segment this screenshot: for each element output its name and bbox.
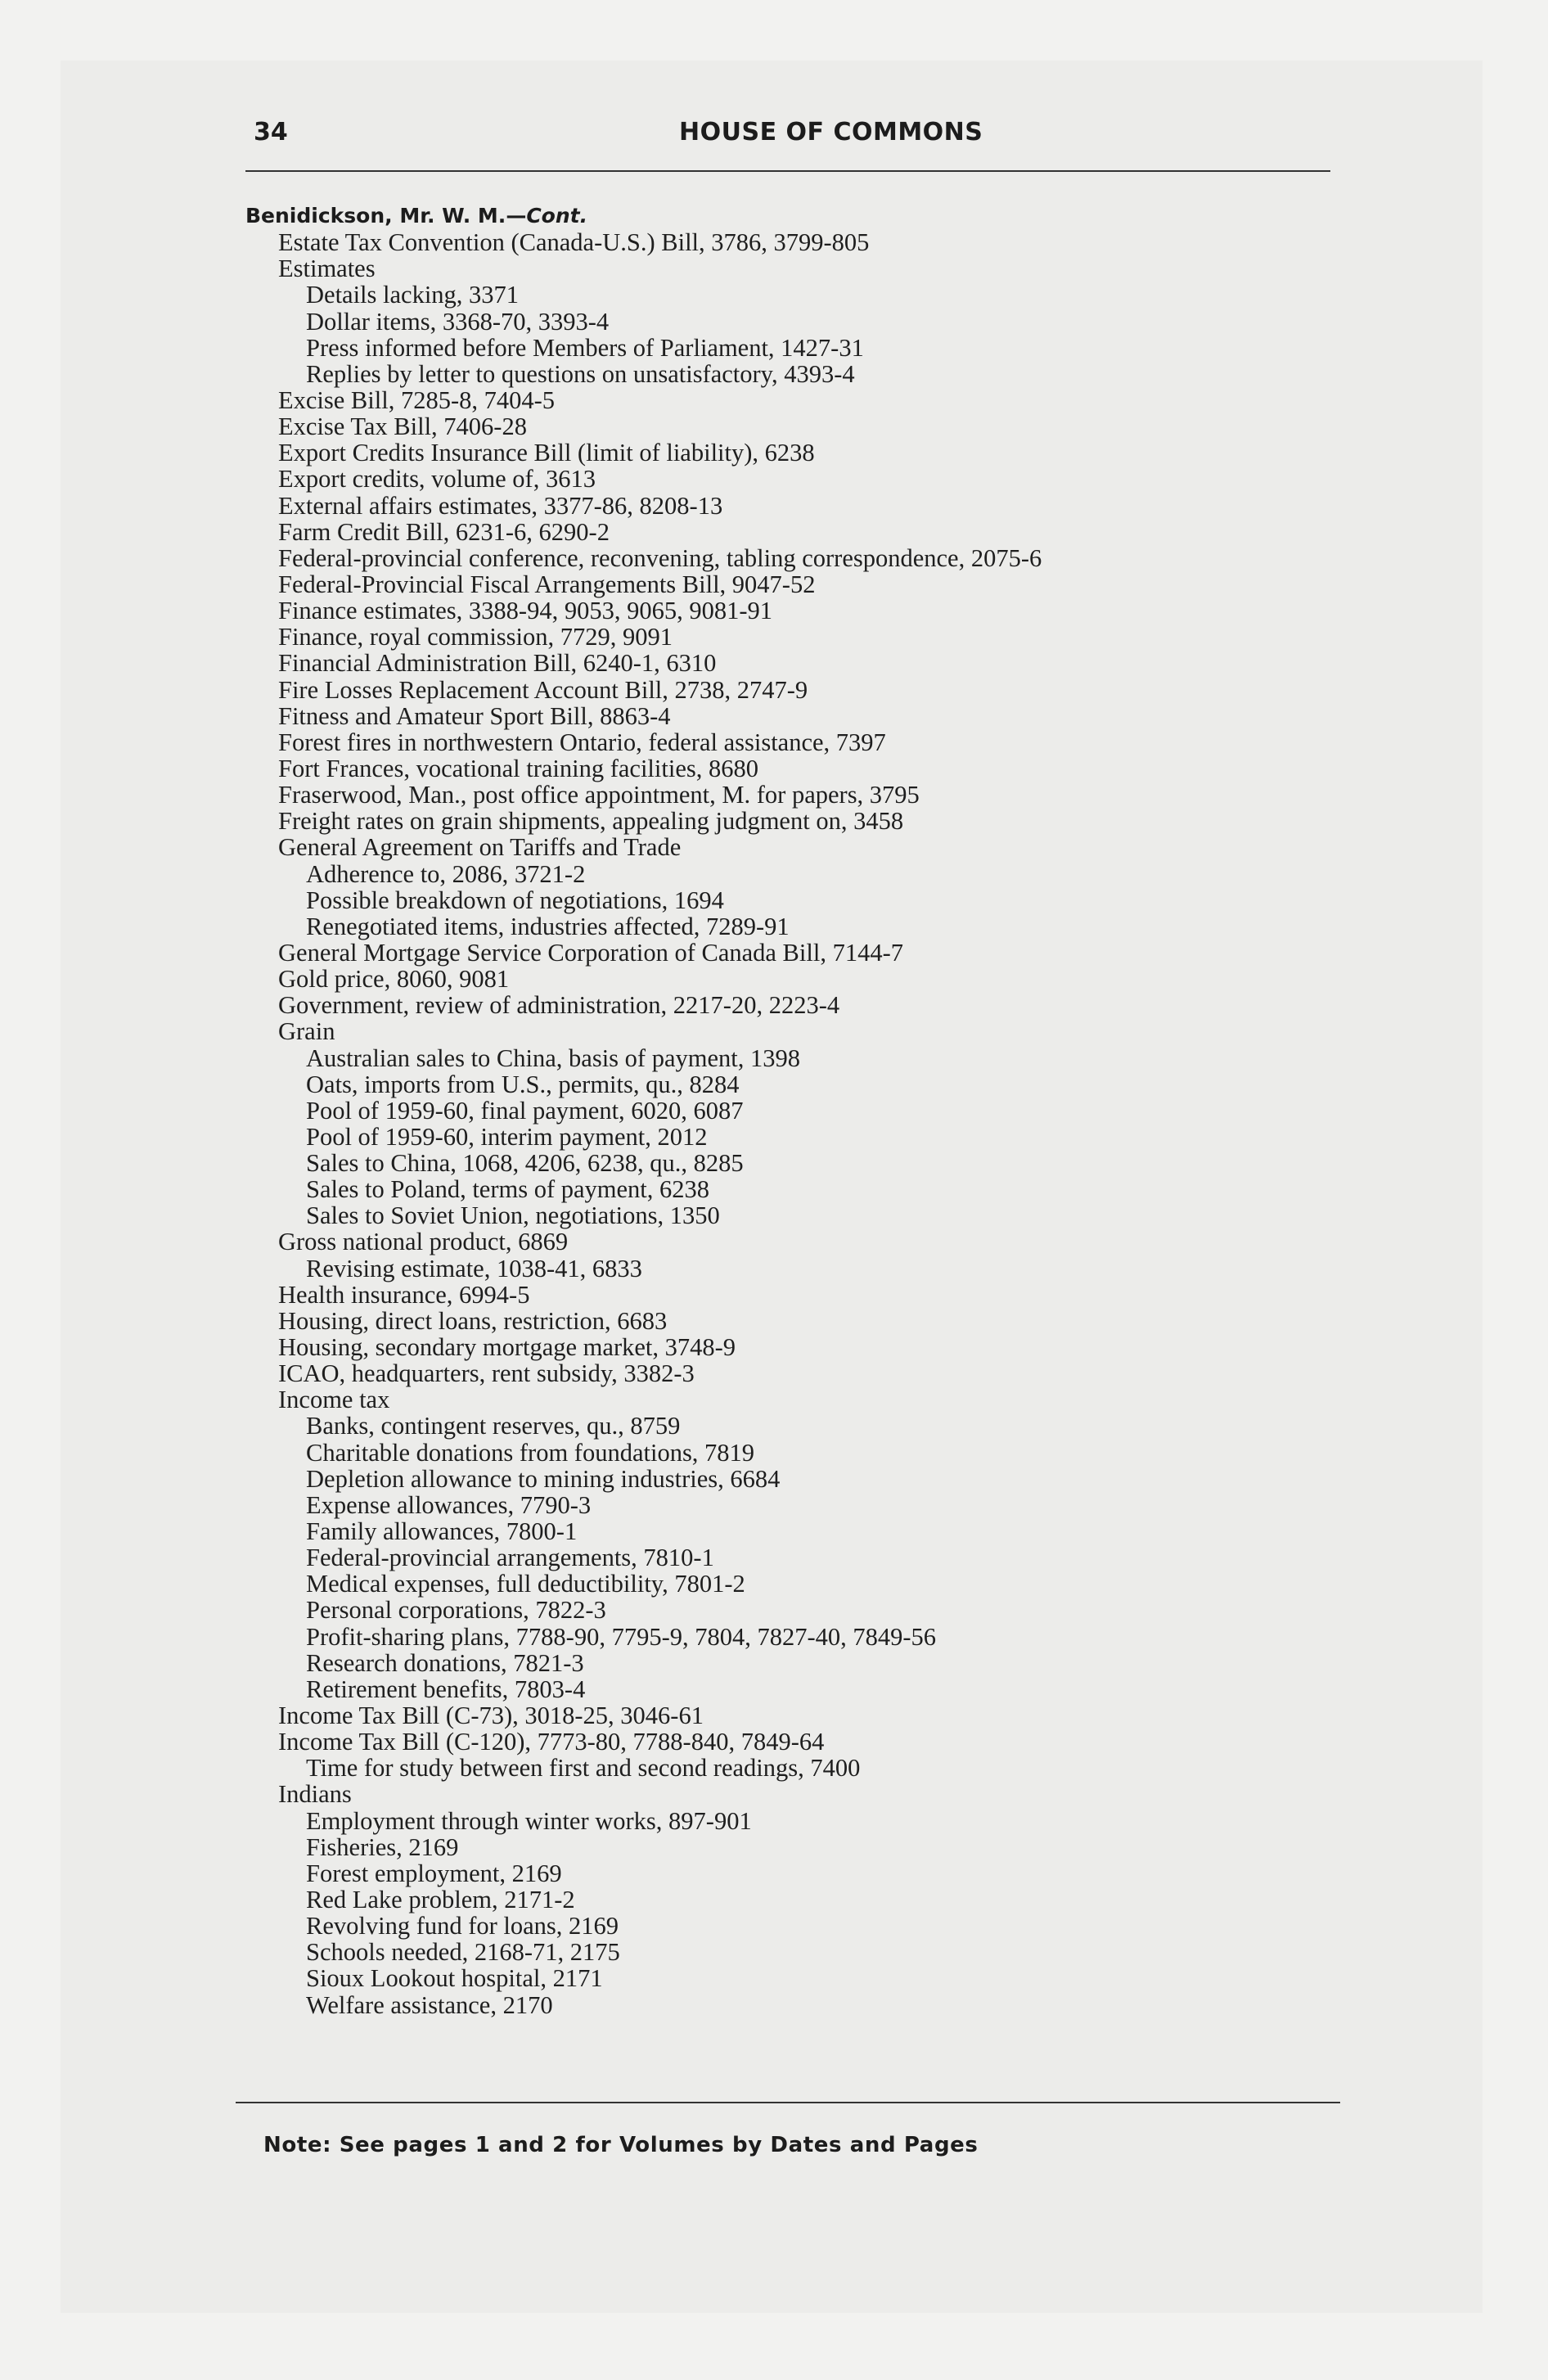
index-subentry: Banks, contingent reserves, qu., 8759 <box>306 1412 681 1440</box>
index-subentry: Revolving fund for loans, 2169 <box>306 1912 619 1941</box>
index-entry: Federal-provincial conference, reconvening, tabling correspondence, 2075-6 <box>278 543 1042 572</box>
index-subentry: Schools needed, 2168-71, 2175 <box>306 1938 620 1967</box>
index-entry: Export credits, volume of, 3613 <box>278 465 596 494</box>
index-subentry: Welfare assistance, 2170 <box>306 1990 553 2019</box>
index-entry: Excise Bill, 7285-8, 7404-5 <box>278 385 556 414</box>
index-subentry: Fisheries, 2169 <box>306 1832 459 1861</box>
index-entry: Freight rates on grain shipments, appealing judgment on, 3458 <box>278 807 904 836</box>
index-subentry: Sales to Soviet Union, negotiations, 1350 <box>306 1201 720 1230</box>
index-entry: Farm Credit Bill, 6231-6, 6290-2 <box>278 517 610 546</box>
index-entry: Financial Administration Bill, 6240-1, 6310 <box>278 649 717 678</box>
index-subentry: Forest employment, 2169 <box>306 1859 562 1887</box>
index-subentry: Research donations, 7821-3 <box>306 1648 584 1677</box>
index-subentry: Expense allowances, 7790-3 <box>306 1490 592 1519</box>
index-entries <box>245 203 1391 2018</box>
index-subentry: Medical expenses, full deductibility, 7801-2 <box>306 1570 745 1598</box>
index-entry: Income tax <box>278 1386 390 1414</box>
index-entry: Finance estimates, 3388-94, 9053, 9065, 9081-91 <box>278 597 772 625</box>
footer-note: Note: See pages 1 and 2 for Volumes by Dates and Pages <box>263 2133 979 2157</box>
index-subentry: Dollar items, 3368-70, 3393-4 <box>306 307 610 336</box>
index-entry: Health insurance, 6994-5 <box>278 1280 530 1309</box>
index-entry: General Agreement on Tariffs and Trade <box>278 833 682 862</box>
index-subentry: Sioux Lookout hospital, 2171 <box>306 1964 603 1993</box>
page-number: 34 <box>254 118 288 146</box>
index-entry: Fraserwood, Man., post office appointment, M. for papers, 3795 <box>278 781 920 809</box>
member-name: Benidickson, Mr. W. M. <box>245 204 506 228</box>
index-subentry: Possible breakdown of negotiations, 1694 <box>306 886 724 914</box>
index-subentry: Sales to Poland, terms of payment, 6238 <box>306 1175 710 1204</box>
index-entry: ICAO, headquarters, rent subsidy, 3382-3 <box>278 1359 695 1388</box>
index-subentry: Family allowances, 7800-1 <box>306 1517 578 1546</box>
index-entry: Excise Tax Bill, 7406-28 <box>278 412 527 441</box>
index-entry: Forest fires in northwestern Ontario, federal assistance, 7397 <box>278 728 886 756</box>
index-subentry: Australian sales to China, basis of payment, 1398 <box>306 1044 800 1072</box>
index-entry: Gross national product, 6869 <box>278 1228 569 1256</box>
index-entry: Export Credits Insurance Bill (limit of liability), 6238 <box>278 439 815 467</box>
index-subentry: Federal-provincial arrangements, 7810-1 <box>306 1544 714 1572</box>
header-rule <box>245 170 1330 172</box>
index-entry: External affairs estimates, 3377-86, 8208-13 <box>278 491 723 520</box>
index-subentry: Charitable donations from foundations, 7819 <box>306 1438 755 1467</box>
index-subentry: Oats, imports from U.S., permits, qu., 8284 <box>306 1070 740 1098</box>
index-subentry: Renegotiated items, industries affected, 7289-91 <box>306 912 790 940</box>
index-entry: Government, review of administration, 2217-20, 2223-4 <box>278 991 840 1020</box>
continued-label: Cont. <box>526 204 588 228</box>
index-subentry: Sales to China, 1068, 4206, 6238, qu., 8285 <box>306 1149 744 1178</box>
index-name-heading: Benidickson, Mr. W. M.—Cont. <box>245 204 588 228</box>
index-entry: Grain <box>278 1017 335 1046</box>
running-title: HOUSE OF COMMONS <box>679 118 983 146</box>
index-subentry: Press informed before Members of Parliament, 1427-31 <box>306 333 864 362</box>
index-subentry: Red Lake problem, 2171-2 <box>306 1886 575 1913</box>
index-entry: Fitness and Amateur Sport Bill, 8863-4 <box>278 701 671 730</box>
index-subentry: Details lacking, 3371 <box>306 281 520 309</box>
index-subentry: Pool of 1959-60, interim payment, 2012 <box>306 1122 708 1151</box>
footer-rule <box>236 2102 1340 2103</box>
index-entry: Housing, direct loans, restriction, 6683 <box>278 1306 668 1335</box>
index-subentry: Depletion allowance to mining industries, 6684 <box>306 1464 781 1493</box>
index-subentry: Pool of 1959-60, final payment, 6020, 6087 <box>306 1096 744 1125</box>
page-header <box>254 118 1317 154</box>
index-entry: Federal-Provincial Fiscal Arrangements Bill, 9047-52 <box>278 570 816 598</box>
index-subentry: Replies by letter to questions on unsatisfactory, 4393-4 <box>306 359 855 388</box>
index-subentry: Retirement benefits, 7803-4 <box>306 1675 586 1703</box>
index-entry: Finance, royal commission, 7729, 9091 <box>278 623 673 651</box>
index-subentry: Revising estimate, 1038-41, 6833 <box>306 1254 642 1282</box>
index-entry: General Mortgage Service Corporation of Canada Bill, 7144-7 <box>278 938 903 967</box>
index-entry: Housing, secondary mortgage market, 3748-9 <box>278 1333 736 1362</box>
index-subentry: Time for study between first and second readings, 7400 <box>306 1754 861 1783</box>
index-entry: Fort Frances, vocational training facilities, 8680 <box>278 754 758 782</box>
index-entry: Indians <box>278 1780 352 1809</box>
index-subentry: Personal corporations, 7822-3 <box>306 1596 606 1625</box>
index-entry: Income Tax Bill (C-73), 3018-25, 3046-61 <box>278 1702 704 1730</box>
index-entry: Fire Losses Replacement Account Bill, 2738, 2747-9 <box>278 675 808 704</box>
index-entry: Income Tax Bill (C-120), 7773-80, 7788-840, 7849-64 <box>278 1728 825 1756</box>
index-entry: Estimates <box>278 255 376 283</box>
index-subentry: Employment through winter works, 897-901 <box>306 1806 752 1835</box>
index-entry: Estate Tax Convention (Canada-U.S.) Bill, 3786, 3799-805 <box>278 228 870 257</box>
index-subentry: Profit-sharing plans, 7788-90, 7795-9, 7804, 7827-40, 7849-56 <box>306 1622 937 1651</box>
index-subentry: Adherence to, 2086, 3721-2 <box>306 859 586 888</box>
index-entry: Gold price, 8060, 9081 <box>278 965 510 994</box>
